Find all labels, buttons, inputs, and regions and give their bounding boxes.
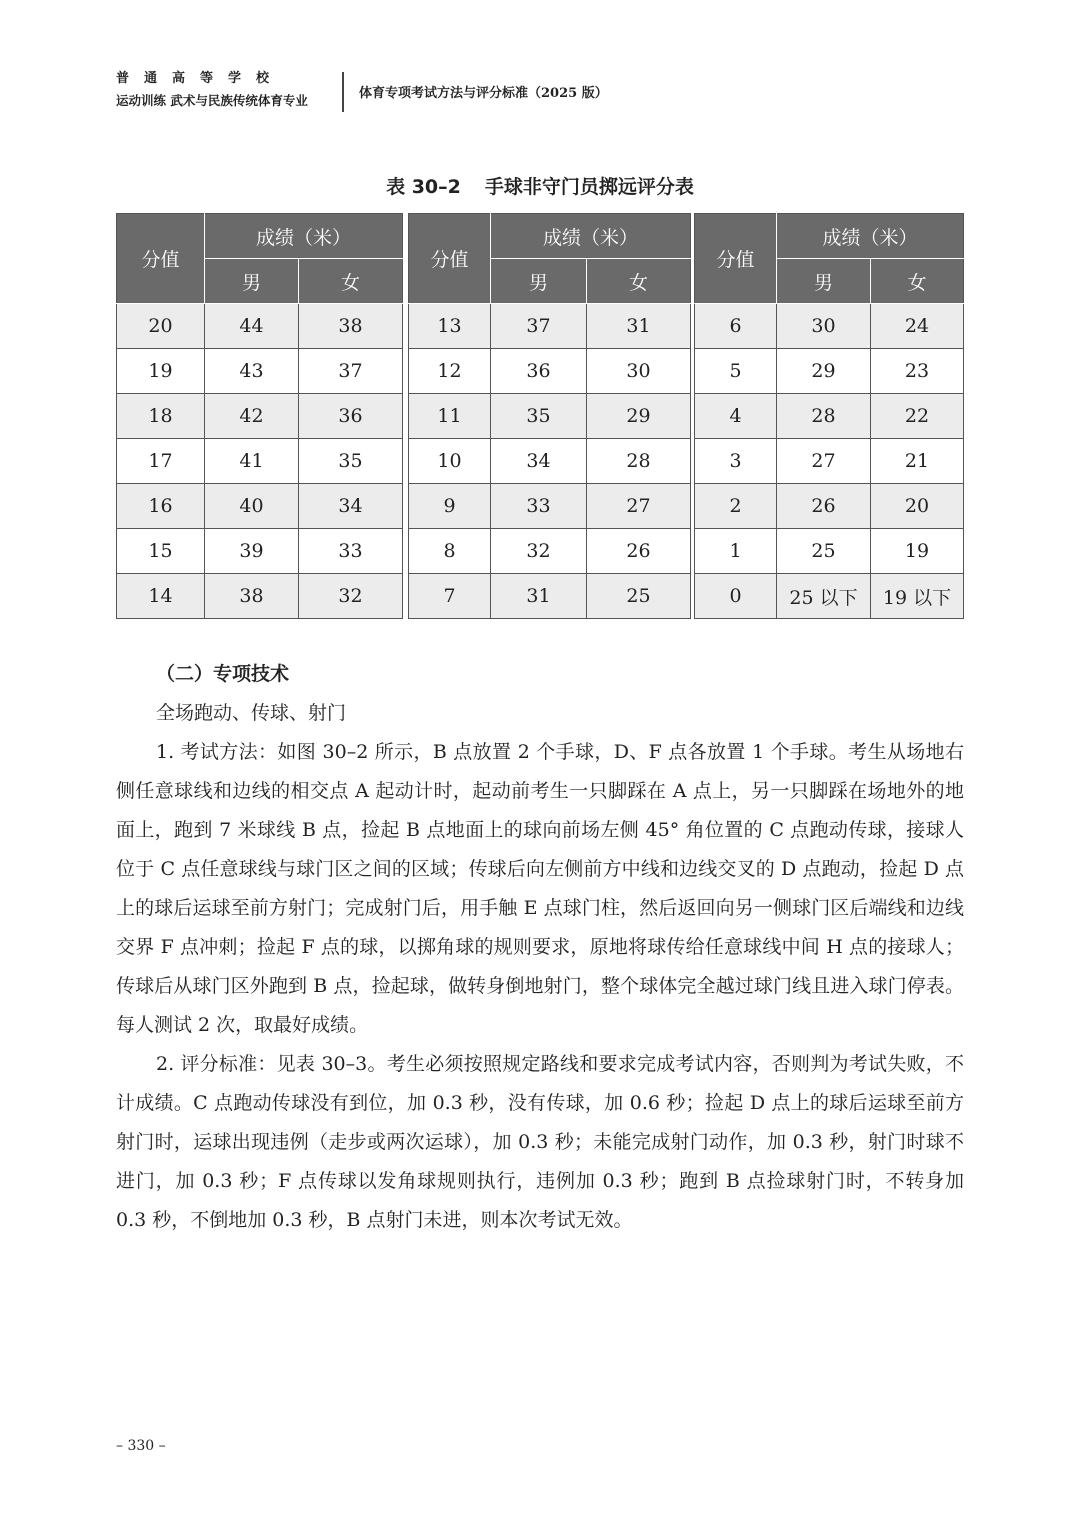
subsection-title: 全场跑动、传球、射门 (156, 702, 347, 724)
female-result-cell: 35 (299, 439, 403, 484)
female-result-cell: 30 (587, 349, 691, 394)
female-result-cell: 19 以下 (871, 574, 964, 619)
score-cell: 10 (409, 439, 491, 484)
female-result-cell: 31 (587, 304, 691, 349)
male-result-cell: 25 以下 (777, 574, 871, 619)
male-column-header: 男 (491, 259, 587, 304)
female-result-cell: 24 (871, 304, 964, 349)
male-column-header: 男 (777, 259, 871, 304)
table-row (695, 304, 964, 349)
male-result-cell: 25 (777, 529, 871, 574)
female-result-cell: 20 (871, 484, 964, 529)
score-cell: 9 (409, 484, 491, 529)
male-result-cell: 42 (205, 394, 299, 439)
table-row (695, 349, 964, 394)
female-column-header: 女 (587, 259, 691, 304)
table-row (695, 439, 964, 484)
table-row (409, 349, 691, 394)
table-row (409, 394, 691, 439)
table-name: 手球非守门员掷远评分表 (484, 176, 694, 198)
header-left (116, 70, 326, 111)
score-column-header: 分值 (695, 214, 777, 304)
female-result-cell: 21 (871, 439, 964, 484)
score-cell: 2 (695, 484, 777, 529)
score-cell: 5 (695, 349, 777, 394)
male-result-cell: 30 (777, 304, 871, 349)
result-column-header: 成绩（米） (777, 214, 964, 259)
score-cell: 20 (117, 304, 205, 349)
female-result-cell: 27 (587, 484, 691, 529)
header-book-title: 体育专项考试方法与评分标准（2025 版） (359, 86, 608, 101)
score-cell: 19 (117, 349, 205, 394)
table-row (695, 529, 964, 574)
female-result-cell: 38 (299, 304, 403, 349)
score-cell: 13 (409, 304, 491, 349)
female-result-cell: 32 (299, 574, 403, 619)
female-result-cell: 28 (587, 439, 691, 484)
table-row (117, 304, 403, 349)
table-row (695, 574, 964, 619)
female-result-cell: 33 (299, 529, 403, 574)
header-divider (342, 72, 344, 112)
score-cell: 12 (409, 349, 491, 394)
table-row (409, 574, 691, 619)
female-result-cell: 23 (871, 349, 964, 394)
male-result-cell: 31 (491, 574, 587, 619)
score-cell: 1 (695, 529, 777, 574)
table-title (0, 172, 1080, 199)
score-cell: 4 (695, 394, 777, 439)
section-heading: （二）专项技术 (156, 663, 290, 685)
table-row (117, 439, 403, 484)
body-content (116, 655, 964, 1240)
table-row (409, 484, 691, 529)
table-number: 表 30–2 (386, 176, 461, 198)
score-column-header: 分值 (117, 214, 205, 304)
score-cell: 15 (117, 529, 205, 574)
male-result-cell: 43 (205, 349, 299, 394)
male-result-cell: 38 (205, 574, 299, 619)
table-row (117, 529, 403, 574)
female-column-header: 女 (871, 259, 964, 304)
male-result-cell: 41 (205, 439, 299, 484)
score-cell: 0 (695, 574, 777, 619)
table-row (117, 574, 403, 619)
male-result-cell: 35 (491, 394, 587, 439)
female-result-cell: 26 (587, 529, 691, 574)
score-cell: 3 (695, 439, 777, 484)
table-row (117, 484, 403, 529)
score-cell: 14 (117, 574, 205, 619)
score-cell: 7 (409, 574, 491, 619)
table-row (409, 529, 691, 574)
male-result-cell: 34 (491, 439, 587, 484)
female-column-header: 女 (299, 259, 403, 304)
female-result-cell: 19 (871, 529, 964, 574)
male-result-cell: 33 (491, 484, 587, 529)
table-row (409, 304, 691, 349)
exam-method-paragraph: 1. 考试方法：如图 30–2 所示，B 点放置 2 个手球，D、F 点各放置 1 个手球。考生从场地右侧任意球线和边线的相交点 A 起动计时，起动前考生一只脚踩在 A 点上，另一只脚踩在场地外的地面上，跑到 7 米球线 B 点，捡起 B 点地面上的球向前场左侧 45° 角位置的 C 点跑动传球，接球人位于 C 点任意球线与球门区之间的区域；传球后向左侧前方中线和边线交叉的 D 点跑动，捡起 D 点上的球后运球至前方射门；完成射门后，用手触 E 点球门柱，然后返回向另一侧球门区后端线和边线交界 F 点冲刺；捡起 F 点的球，以掷角球的规则要求，原地将球传给任意球线中间 H 点的接球人；传球后从球门区外跑到 B 点，捡起球，做转身倒地射门，整个球体完全越过球门线且进入球门停表。每人测试 2 次，取最好成绩。 (116, 741, 964, 1036)
score-cell: 8 (409, 529, 491, 574)
score-table-block (116, 213, 403, 619)
female-result-cell: 29 (587, 394, 691, 439)
male-result-cell: 44 (205, 304, 299, 349)
score-column-header: 分值 (409, 214, 491, 304)
male-result-cell: 27 (777, 439, 871, 484)
male-result-cell: 26 (777, 484, 871, 529)
table-row (695, 394, 964, 439)
male-result-cell: 36 (491, 349, 587, 394)
male-result-cell: 28 (777, 394, 871, 439)
table-row (117, 349, 403, 394)
score-cell: 18 (117, 394, 205, 439)
male-result-cell: 29 (777, 349, 871, 394)
table-row (117, 394, 403, 439)
score-table-block (694, 213, 964, 619)
table-row (695, 484, 964, 529)
scoring-standard-paragraph: 2. 评分标准：见表 30–3。考生必须按照规定路线和要求完成考试内容，否则判为考试失败，不计成绩。C 点跑动传球没有到位，加 0.3 秒，没有传球，加 0.6 秒；捡起 D 点上的球后运球至前方射门时，运球出现违例（走步或两次运球），加 0.3 秒；未能完成射门动作，加 0.3 秒，射门时球不进门，加 0.3 秒；F 点传球以发角球规则执行，违例加 0.3 秒；跑到 B 点捡球射门时，不转身加 0.3 秒，不倒地加 0.3 秒，B 点射门未进，则本次考试无效。 (116, 1053, 964, 1231)
male-result-cell: 39 (205, 529, 299, 574)
male-result-cell: 32 (491, 529, 587, 574)
table-row (409, 439, 691, 484)
score-cell: 6 (695, 304, 777, 349)
female-result-cell: 36 (299, 394, 403, 439)
header-school-type: 普通高等学校 (116, 71, 285, 86)
result-column-header: 成绩（米） (491, 214, 691, 259)
male-result-cell: 40 (205, 484, 299, 529)
female-result-cell: 22 (871, 394, 964, 439)
female-result-cell: 37 (299, 349, 403, 394)
result-column-header: 成绩（米） (205, 214, 403, 259)
page-number: – 330 – (116, 1438, 166, 1454)
header-major: 运动训练 武术与民族传统体育专业 (116, 93, 308, 108)
score-cell: 17 (117, 439, 205, 484)
female-result-cell: 34 (299, 484, 403, 529)
score-cell: 11 (409, 394, 491, 439)
score-cell: 16 (117, 484, 205, 529)
score-table-block (408, 213, 691, 619)
male-column-header: 男 (205, 259, 299, 304)
female-result-cell: 25 (587, 574, 691, 619)
male-result-cell: 37 (491, 304, 587, 349)
